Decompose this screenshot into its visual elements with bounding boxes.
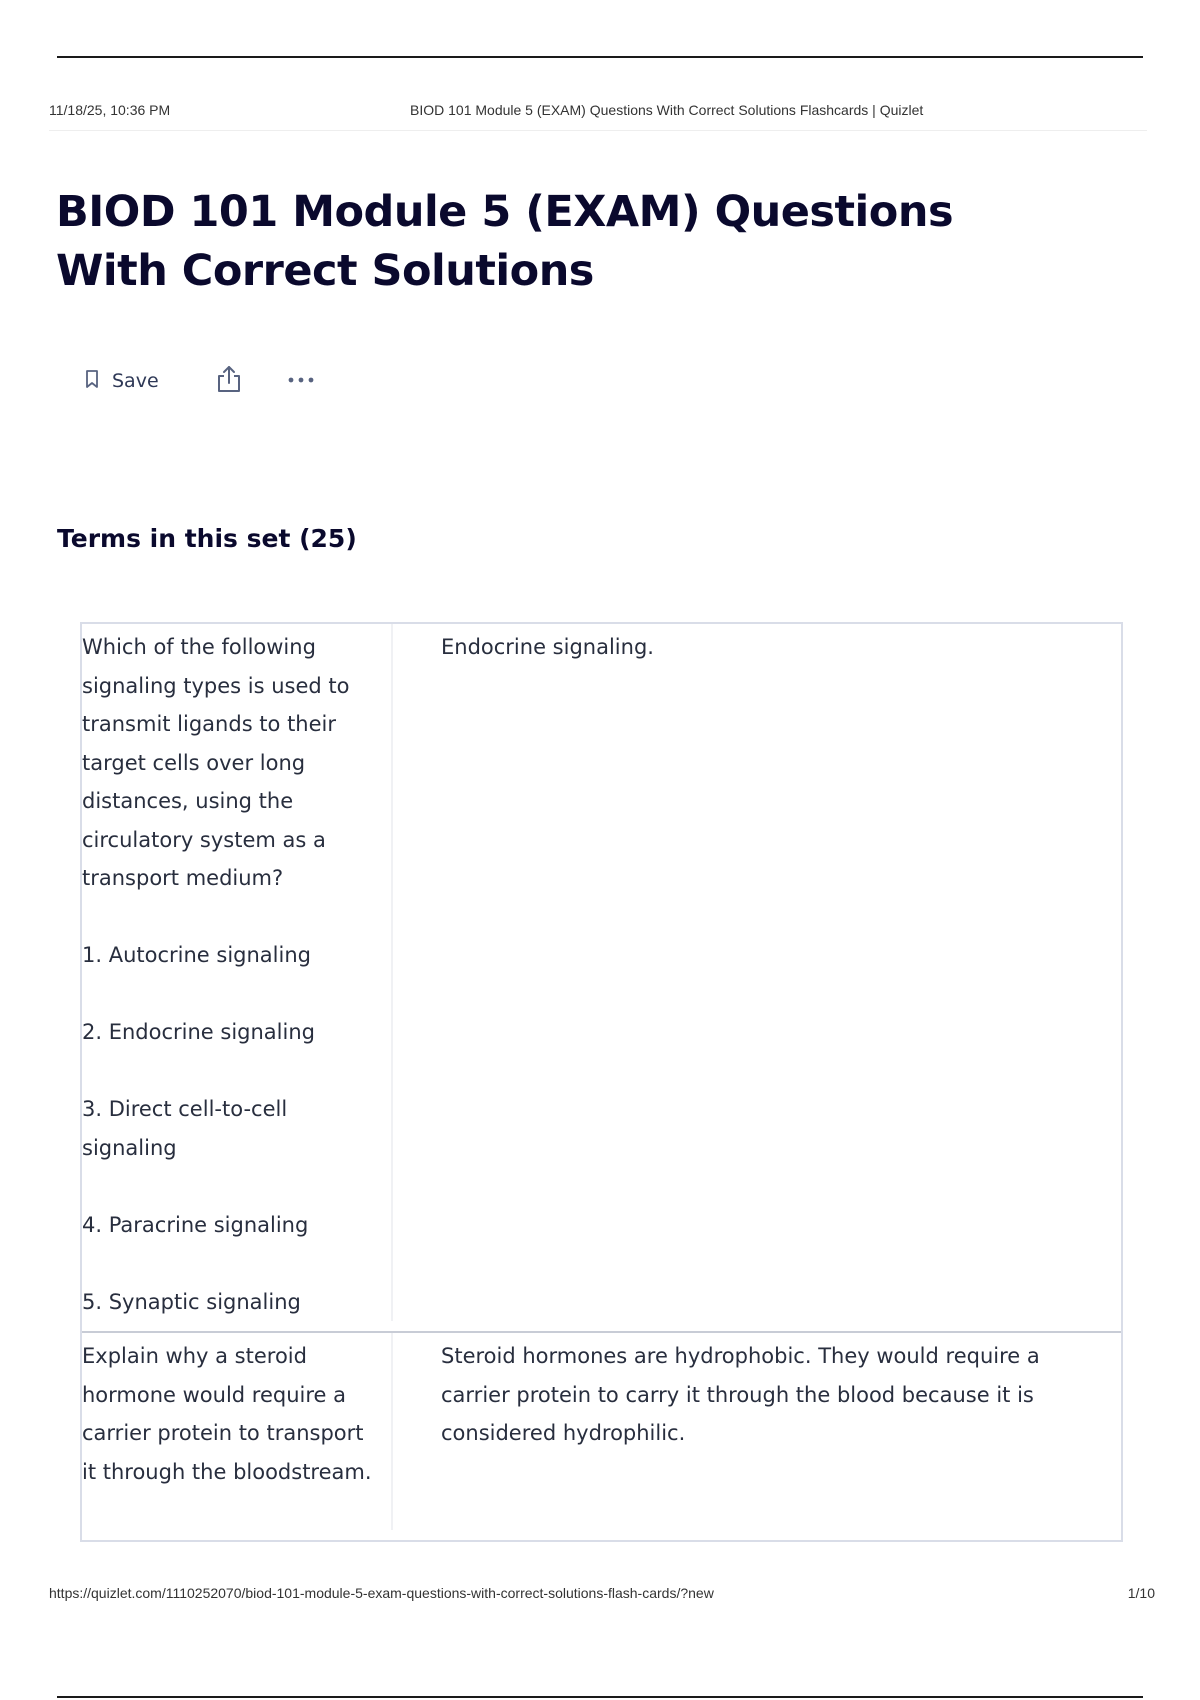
print-header: [49, 102, 1149, 122]
print-url: https://quizlet.com/1110252070/biod-101-module-5-exam-questions-with-correct-solutions-flash-cards/?new: [49, 1585, 714, 1601]
terms-heading: Terms in this set (25): [57, 524, 357, 553]
terms-table: [80, 622, 1123, 1542]
question-option: 5. Synaptic signaling: [82, 1289, 301, 1314]
question-text: Which of the following signaling types is used to transmit ligands to their target cells over long distances, using the circulatory system as a transport medium?: [82, 635, 350, 890]
save-label: Save: [112, 370, 159, 392]
print-datetime: 11/18/25, 10:36 PM: [49, 102, 171, 118]
page-bottom-rule: [57, 1696, 1143, 1698]
question-text: Explain why a steroid hormone would require a carrier protein to transport it through the bloodstream.: [82, 1344, 372, 1484]
share-button[interactable]: [216, 365, 242, 397]
question-option: 2. Endocrine signaling: [82, 1020, 315, 1044]
term-question: [82, 1333, 393, 1530]
question-option: 4. Paracrine signaling: [82, 1212, 309, 1237]
question-option: 3. Direct cell-to-cell signaling: [82, 1097, 288, 1160]
page-title: BIOD 101 Module 5 (EXAM) Questions With Correct Solutions: [56, 187, 954, 296]
bookmark-icon: [84, 369, 100, 394]
more-options-icon: [286, 372, 316, 390]
term-row[interactable]: [82, 1331, 1121, 1540]
share-icon: [216, 364, 242, 399]
page-top-rule: [57, 56, 1143, 58]
header-divider: [49, 130, 1147, 131]
print-document-title: BIOD 101 Module 5 (EXAM) Questions With Correct Solutions Flashcards | Quizlet: [410, 102, 924, 118]
term-answer: Endocrine signaling.: [441, 635, 654, 659]
term-row[interactable]: [82, 624, 1121, 1331]
print-page-number: 1/10: [1127, 1585, 1155, 1601]
term-question: [82, 624, 393, 1321]
print-footer: [49, 1585, 1155, 1605]
more-options-button[interactable]: [286, 365, 316, 397]
question-option: 1. Autocrine signaling: [82, 943, 311, 967]
save-button[interactable]: [84, 365, 159, 397]
term-answer: Steroid hormones are hydrophobic. They would require a carrier protein to carry it through the blood because it is considered hydrophilic.: [441, 1344, 1040, 1445]
